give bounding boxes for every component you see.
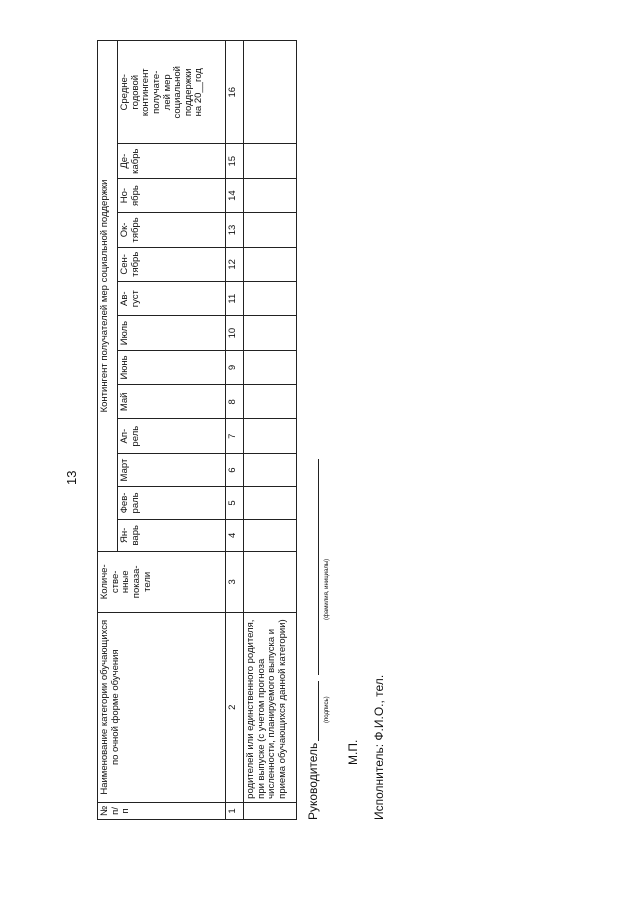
column-number: 8 <box>226 385 244 419</box>
header-contingent-group: Контингент получателей мер социальной поддержки <box>98 41 118 552</box>
month-header: Май <box>118 385 226 419</box>
row-category-text: родителей или единственного родителя, при выпуске (с учетом прогноза численности, планируемого выпуска и приема обучающихся данной категории) <box>244 612 297 802</box>
row-cell-empty <box>244 316 297 350</box>
row-cell-empty <box>244 551 297 612</box>
row-cell-empty <box>244 802 297 819</box>
column-number: 6 <box>226 453 244 486</box>
row-cell-empty <box>244 385 297 419</box>
column-number: 1 <box>226 802 244 819</box>
month-header: Ян- варь <box>118 519 226 551</box>
name-line <box>318 459 319 675</box>
row-cell-empty <box>244 282 297 316</box>
row-cell-empty <box>244 487 297 519</box>
month-header: Де- кабрь <box>118 144 226 178</box>
column-number-row <box>226 41 244 820</box>
header-quantity: Количе- стве- нные показа- тели <box>98 551 226 612</box>
column-number: 11 <box>226 282 244 316</box>
row-cell-empty <box>244 247 297 281</box>
column-number: 5 <box>226 487 244 519</box>
month-header: Ав- густ <box>118 282 226 316</box>
column-number: 7 <box>226 419 244 453</box>
column-number: 12 <box>226 247 244 281</box>
header-category-name: Наименование категории обучающихся по очной форме обучения <box>98 612 226 802</box>
table-row <box>244 41 297 820</box>
header-average-annual: Средне- годовой контингент получате- лей мер социальной поддержки на 20__год <box>118 41 226 145</box>
header-number: № п/п <box>98 802 226 819</box>
row-cell-empty <box>244 144 297 178</box>
row-cell-empty <box>244 213 297 247</box>
month-header: Июль <box>118 316 226 350</box>
column-number: 2 <box>226 612 244 802</box>
signature-line <box>318 681 319 741</box>
month-header: Сен- тябрь <box>118 247 226 281</box>
month-header: Июнь <box>118 350 226 384</box>
row-cell-empty <box>244 419 297 453</box>
row-cell-empty <box>244 453 297 486</box>
column-number: 10 <box>226 316 244 350</box>
name-hint: (фамилия, инициалы) <box>324 558 330 620</box>
contingent-table <box>97 40 297 820</box>
row-cell-empty <box>244 178 297 212</box>
column-number: 14 <box>226 178 244 212</box>
column-number: 15 <box>226 144 244 178</box>
month-header: Ап- рель <box>118 419 226 453</box>
month-header: Ок- тябрь <box>118 213 226 247</box>
head-label: Руководитель <box>306 742 320 820</box>
stamp-label: М.П. <box>346 739 360 765</box>
row-cell-empty <box>244 41 297 145</box>
month-header: Но- ябрь <box>118 178 226 212</box>
signature-hint: (подпись) <box>324 696 330 723</box>
month-header: Фев- раль <box>118 487 226 519</box>
month-header: Март <box>118 453 226 486</box>
column-number: 4 <box>226 519 244 551</box>
column-number: 16 <box>226 41 244 145</box>
executor-line: Исполнитель: Ф.И.О., тел. <box>372 674 386 820</box>
page-number: 13 <box>64 470 79 485</box>
row-cell-empty <box>244 350 297 384</box>
column-number: 3 <box>226 551 244 612</box>
column-number: 9 <box>226 350 244 384</box>
column-number: 13 <box>226 213 244 247</box>
row-cell-empty <box>244 519 297 551</box>
